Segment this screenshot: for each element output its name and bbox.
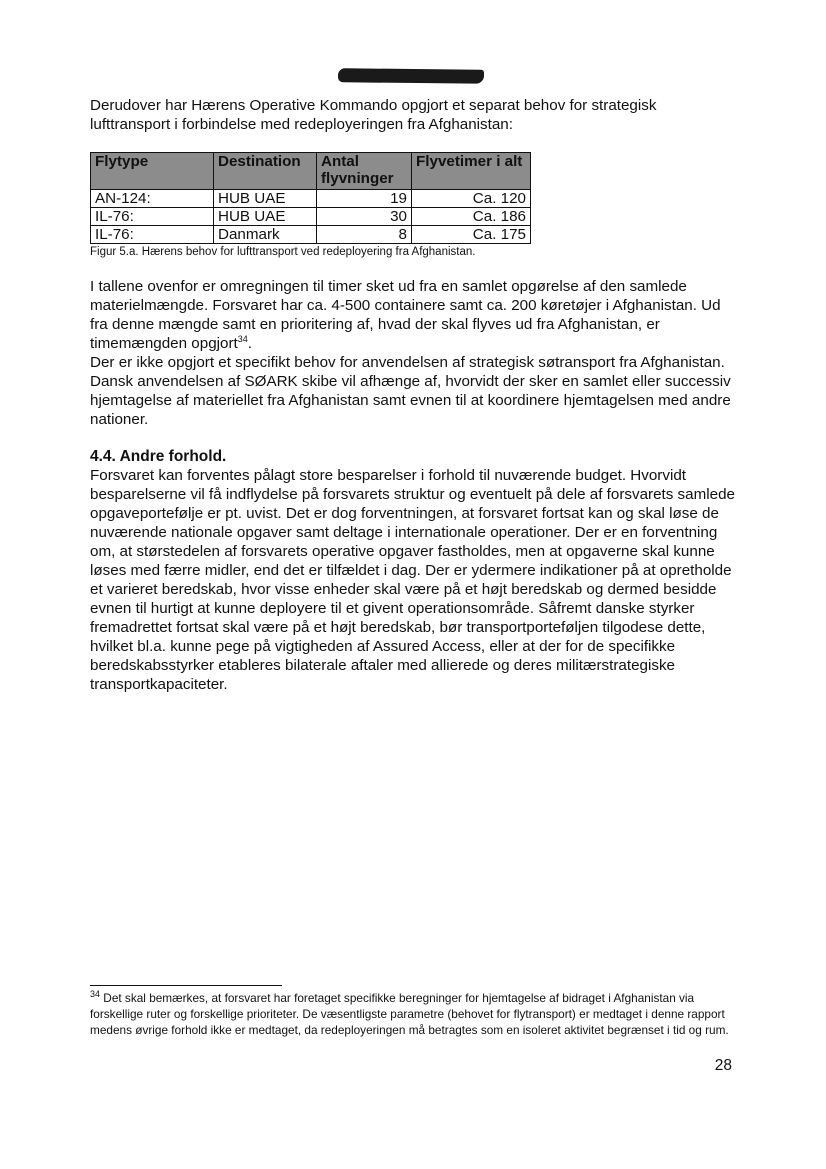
cell-destination: HUB UAE [214,190,317,208]
paragraph-end: . [247,335,252,352]
cell-flytype: IL-76: [91,226,214,244]
table-row [91,226,531,244]
cell-destination: Danmark [214,226,317,244]
table-row [91,208,531,226]
footnote [90,990,738,1038]
header-flytype: Flytype [91,153,214,190]
cell-flyvetimer: Ca. 186 [412,208,531,226]
cell-flyvetimer: Ca. 120 [412,190,531,208]
cell-destination: HUB UAE [214,208,317,226]
footnote-divider [90,985,282,986]
header-antal-flyvninger: Antal flyvninger [317,153,412,190]
cell-flytype: IL-76: [91,208,214,226]
header-flyvetimer: Flyvetimer i alt [412,153,531,190]
header-destination: Destination [214,153,317,190]
airlift-table [90,152,531,244]
page-content [90,96,738,694]
cell-antal: 19 [317,190,412,208]
page-number: 28 [714,1057,732,1074]
cell-antal: 8 [317,226,412,244]
footnote-text: Det skal bemærkes, at forsvaret har foretaget specifikke beregninger for hjemtagelse af bidraget i Afghanistan via forskellige ruter og forskellige prioriteter. De væsentligste parametre (behovet for flytransport) er medtaget i denne rapport medens øvrige forhold ikke er medtaget, da redeployeringen må betragtes som en isoleret aktivitet begrænset i tid og rum. [90,991,729,1037]
footnote-reference[interactable]: 34 [237,333,248,344]
figure-caption: Figur 5.a. Hærens behov for lufttransport ved redeployering fra Afghanistan. [90,246,476,258]
cell-flyvetimer: Ca. 175 [412,226,531,244]
body-paragraph: Der er ikke opgjort et specifikt behov for anvendelsen af strategisk søtransport fra Afghanistan. Dansk anvendelsen af SØARK skibe vil afhænge af, hvorvidt der sker en samlet eller successiv hjemtagelse af materiellet fra Afghanistan samt evnen til at koordinere hjemtagelsen med andre nationer. [90,354,731,428]
footnote-number: 34 [90,989,101,1000]
table-row [91,190,531,208]
redaction-mark [338,68,484,84]
paragraph-text: I tallene ovenfor er omregningen til timer sket ud fra en samlet opgørelse af den samlede materielmængde. Forsvaret har ca. 4-500 containere samt ca. 200 køretøjer i Afghanistan. Ud fra denne mængde samt en prioritering af, hvad der skal flyves ud fra Afghanistan, er timemængden opgjort [90,278,721,352]
section-heading: 4.4. Andre forhold. [90,448,227,465]
body-paragraph: Forsvaret kan forventes pålagt store besparelser i forhold til nuværende budget. Hvorvidt besparelserne vil få indflydelse på forsvarets struktur og eventuelt på dele af forsvarets samlede opgaveportefølje er pt. uvist. Det er dog forventningen, at forsvaret fortsat kan og skal løse de nuværende nationale opgaver samt deltage i internationale operationer. Der er en forventning om, at størstedelen af forsvarets operative opgaver fastholdes, men at opgaverne skal kunne løses med færre midler, end det er tilfældet i dag. Der er ydermere indikationer på at opretholde et varieret beredskab, hvor visse enheder skal være på et højt beredskab og dermed besidde evnen til hurtigt at kunne deployere til et givent operationsområde. Såfremt danske styrker fremadrettet fortsat skal være på et højt beredskab, bør transportporteføljen tilgodese dette, hvilket bl.a. kunne pege på vigtigheden af Assured Access, eller at der for de specifikke beredskabsstyrker etableres bilaterale aftaler med allierede og deres militærstrategiske transportkapaciteter. [90,467,735,693]
cell-antal: 30 [317,208,412,226]
intro-paragraph: Derudover har Hærens Operative Kommando opgjort et separat behov for strategisk lufttransport i forbindelse med redeployeringen fra Afghanistan: [90,97,657,133]
table-header-row [91,153,531,190]
body-paragraph [90,277,738,353]
cell-flytype: AN-124: [91,190,214,208]
